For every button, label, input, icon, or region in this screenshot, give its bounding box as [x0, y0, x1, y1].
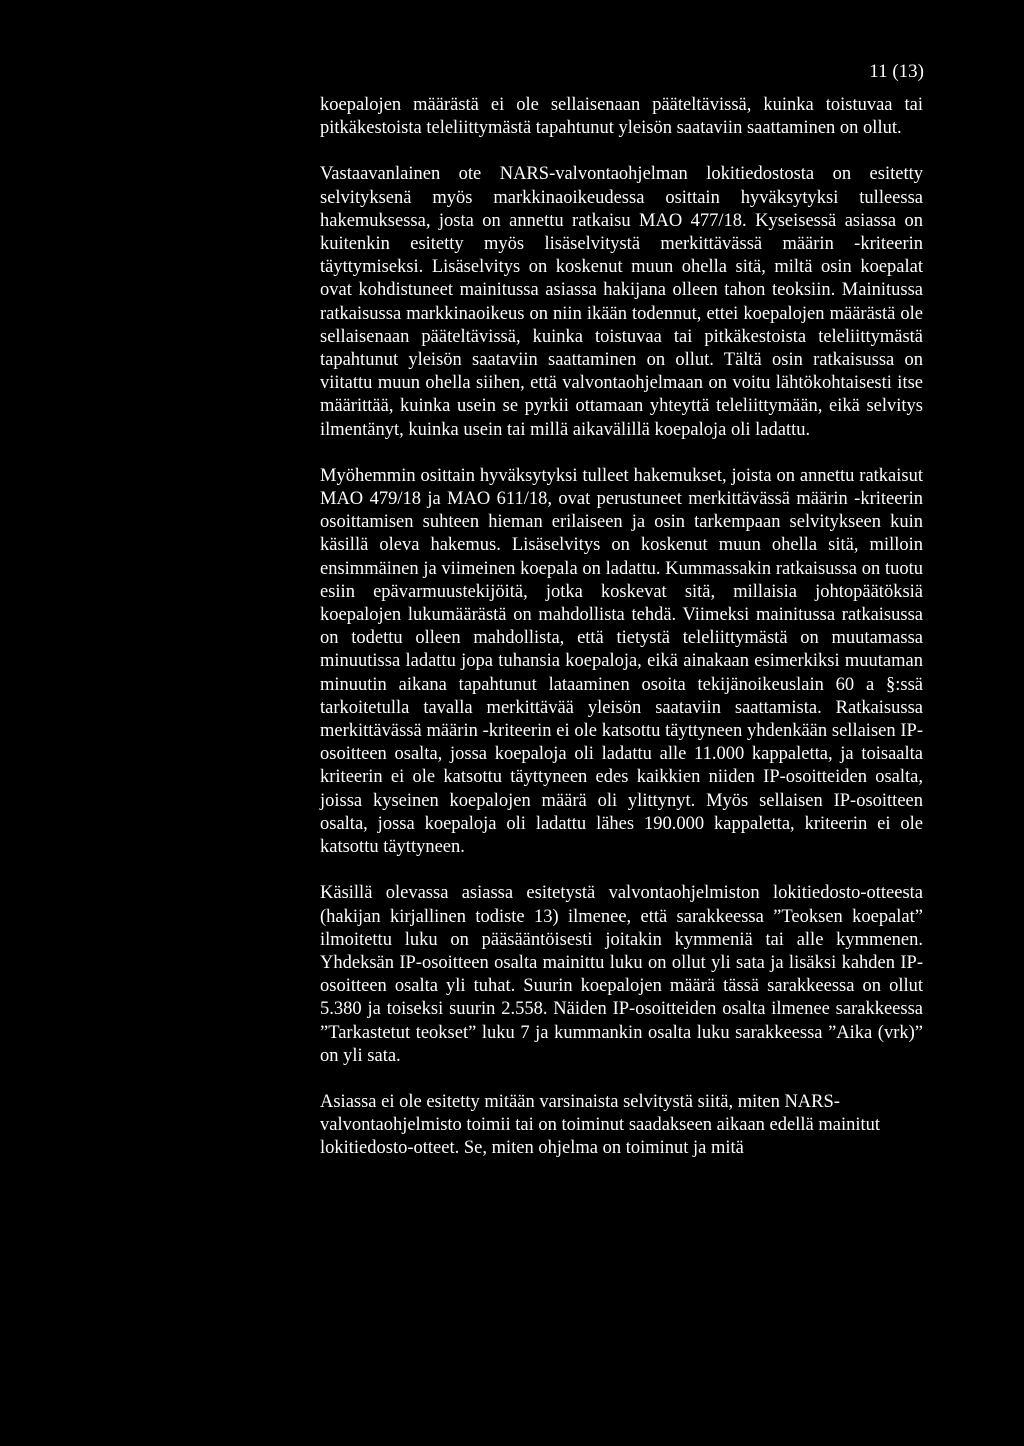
- paragraph-mao-477-18: Vastaavanlainen ote NARS-valvontaohjelman lokitiedostosta on esitetty selvityksenä myös markkinaoikeudessa osittain hyväksytyksi tulleessa hakemuksessa, josta on annettu ratkaisu MAO 477/18. Kyseisessä asiassa on kuitenkin esitetty myös lisäselvitystä merkittävässä määrin -kriteerin täyttymiseksi. Lisäselvitys on koskenut muun ohella sitä, miltä osin koepalat ovat kohdistuneet mainitussa asiassa hakijana olleen tahon teoksiin. Mainitussa ratkaisussa markkinaoikeus on niin ikään todennut, ettei koepalojen määrästä ole sellaisenaan pääteltävissä, kuinka toistuvaa tai pitkäkestoista teleliittymästä tapahtunut yleisön saataviin saattaminen on ollut. Tältä osin ratkaisussa on viitattu muun ohella siihen, että valvontaohjelmaan on voitu lähtökohtaisesti itse määrittää, kuinka usein se pyrkii ottamaan yhteyttä teleliittymään, eikä selvitys ilmentänyt, kuinka usein tai millä aikavälillä koepaloja oli ladattu.: [320, 164, 923, 440]
- paragraph-nars-software: Asiassa ei ole esitetty mitään varsinaista selvitystä siitä, miten NARS-valvontaohjelmisto toimii tai on toiminut saadakseen aikaan edellä mainitut lokitiedosto-otteet. Se, miten ohjelma on toiminut ja mitä: [320, 1091, 881, 1159]
- paragraph-mao-479-611: Myöhemmin osittain hyväksytyksi tulleet hakemukset, joista on annettu ratkaisut MAO 479/18 ja MAO 611/18, ovat perustuneet merkittävässä määrin -kriteerin osoittamisen suhteen hieman erilaiseen ja osin tarkempaan selvitykseen kuin käsillä oleva hakemus. Lisäselvitys on koskenut muun ohella sitä, milloin ensimmäinen ja viimeinen koepala on ladattu. Kummassakin ratkaisussa on tuotu esiin epävarmuustekijöitä, jotka koskevat sitä, millaisia johtopäätöksiä koepalojen lukumäärästä on mahdollista tehdä. Viimeksi mainitussa ratkaisussa on todettu olleen mahdollista, että tietystä teleliittymästä on muutamassa minuutissa ladattu jopa tuhansia koepaloja, eikä ainakaan esimerkiksi muutaman minuutin aikana tapahtunut lataaminen osoita tekijänoikeuslain 60 a §:ssä tarkoitetulla tavalla merkittävää yleisön saataviin saattamista. Ratkaisussa merkittävässä määrin -kriteerin ei ole katsottu täyttyneen yhdenkään sellaisen IP-osoitteen osalta, jossa koepaloja oli ladattu alle 11.000 kappaletta, ja toisaalta kriteerin ei ole katsottu täyttyneen edes kaikkien niiden IP-osoitteiden osalta, joissa kyseinen koepalojen määrä oli ylittynyt. Myös sellaisen IP-osoitteen osalta, jossa koepaloja oli ladattu lähes 190.000 kappaletta, kriteerin ei ole katsottu täyttyneen.: [320, 465, 923, 858]
- document-body: [320, 94, 923, 1161]
- page-number: 11 (13): [869, 61, 924, 82]
- paragraph-continuation: koepalojen määrästä ei ole sellaisenaan pääteltävissä, kuinka toistuvaa tai pitkäkestoista teleliittymästä tapahtunut yleisön saataviin saattaminen on ollut.: [320, 95, 923, 139]
- paragraph-log-excerpt: Käsillä olevassa asiassa esitetystä valvontaohjelmiston lokitiedosto-otteesta (hakijan kirjallinen todiste 13) ilmenee, että sarakkeessa ”Teoksen koepalat” ilmoitettu luku on pääsääntöisesti joitakin kymmeniä tai alle kymmenen. Yhdeksän IP-osoitteen osalta mainittu luku on ollut yli sata ja lisäksi kahden IP-osoitteen osalta yli tuhat. Suurin koepalojen määrä tässä sarakkeessa on ollut 5.380 ja toiseksi suurin 2.558. Näiden IP-osoitteiden osalta ilmenee sarakkeessa ”Tarkastetut teokset” luku 7 ja kummankin osalta luku sarakkeessa ”Aika (vrk)” on yli sata.: [320, 883, 923, 1066]
